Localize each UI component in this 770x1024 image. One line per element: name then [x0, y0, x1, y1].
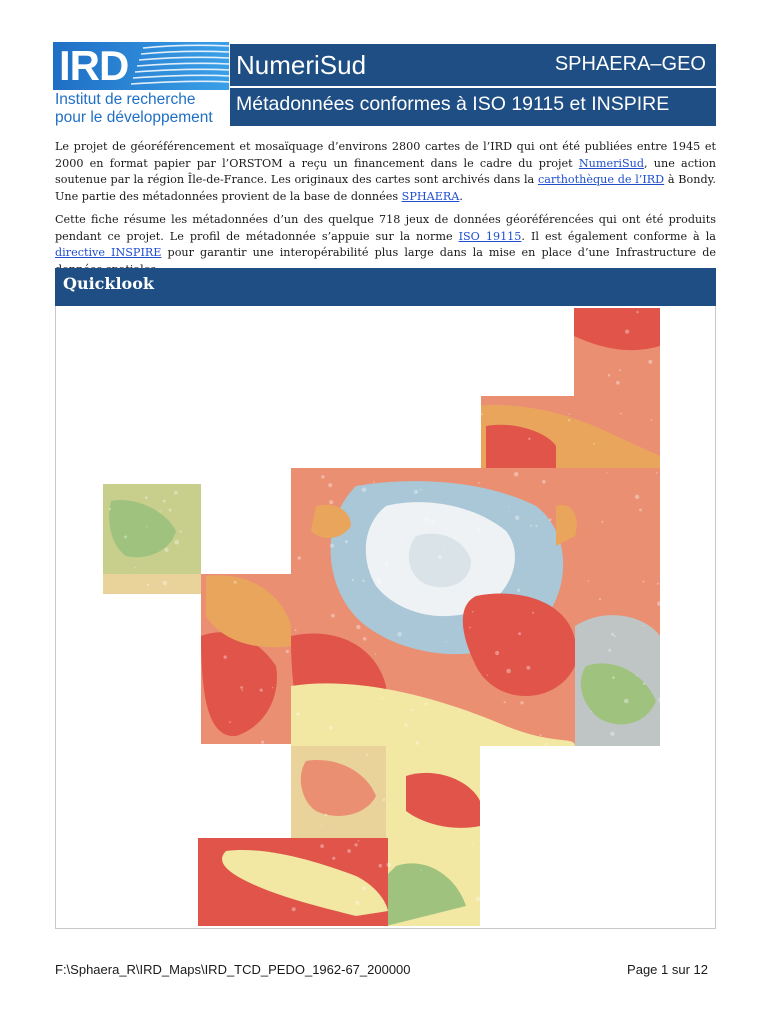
intro-paragraph-1 — [55, 139, 716, 205]
iso-19115-link[interactable]: ISO 19115 — [458, 229, 522, 243]
inspire-link[interactable]: directive INSPIRE — [55, 246, 162, 259]
numerisud-link[interactable]: NumeriSud — [578, 156, 645, 170]
logo-line-1: Institut de recherche — [55, 91, 196, 108]
cartotheque-link[interactable]: carthothèque de l’IRD — [537, 173, 665, 186]
quicklook-frame — [55, 306, 716, 929]
header-subtitle: Métadonnées conformes à ISO 19115 et INSPIRE — [236, 93, 670, 115]
ird-logo — [53, 42, 229, 126]
sphaera-link[interactable]: SPHAERA — [401, 189, 460, 203]
header-top-bar — [230, 44, 716, 86]
text-run: pour garantir une interopérabilité plus large dans la mise en place d’une Infrastructure de — [167, 246, 716, 259]
header-subtitle-bar — [230, 88, 716, 126]
text-run: Le projet de géoréférencement et mosaïquage d’environs 2800 cartes de l’IRD qui ont été publiées entre 1945 et 2000 en format papier par l’ORSTOM a reçu un financement dans le cadre du projet — [55, 140, 716, 170]
footer-file-path: F:\Sphaera_R\IRD_Maps\IRD_TCD_PEDO_1962-67_200000 — [55, 962, 411, 977]
footer-page-number: Page 1 sur 12 — [627, 962, 708, 977]
quicklook-section-header — [55, 268, 716, 306]
text-run: à Bondy. Une partie des métadonnées provient de la base de données — [55, 173, 716, 203]
text-run: . — [459, 189, 463, 203]
text-run: , une action soutenue par la région Île-de-France. Les originaux des cartes sont archivés dans la — [55, 156, 716, 186]
soil-map-image — [56, 306, 715, 928]
project-name: SPHAERA–GEO — [554, 53, 706, 75]
logo-line-2: pour le développement — [55, 109, 213, 126]
text-run: Cette fiche résume les métadonnées d’un des quelque 718 jeux de données géoréférencées qui ont été produits pendant ce projet. Le profil de métadonnée s’appuie sur la norme — [55, 213, 716, 243]
section-title: Quicklook — [63, 274, 154, 293]
app-name: NumeriSud — [236, 50, 367, 80]
logo-abbrev: IRD — [59, 42, 129, 89]
text-run: . Il est également conforme à la — [521, 229, 716, 243]
